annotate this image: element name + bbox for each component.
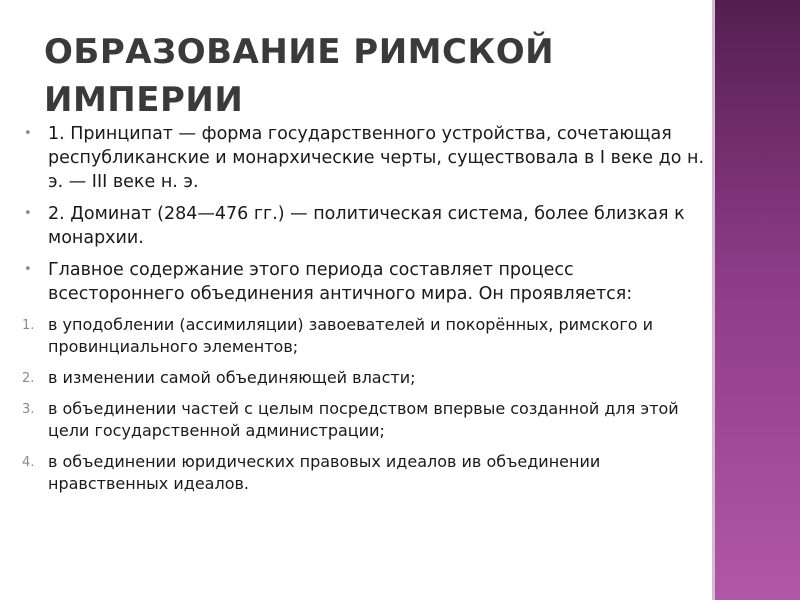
numbered-text: в уподоблении (ассимиляции) завоевателей и покорённых, римского и провинциального элементов; [48,315,654,356]
bullet-item [22,122,714,194]
slide-title: ОБРАЗОВАНИЕ РИМСКОЙ ИМПЕРИИ [44,32,555,120]
bullet-text: 2. Доминат (284—476 гг.) — политическая система, более близкая к монархии. [48,204,685,248]
slide-content [22,122,714,504]
numbered-marker: 2. [22,371,35,386]
side-panel-edge [712,0,715,600]
numbered-marker: 1. [22,318,35,333]
numbered-item [22,451,714,495]
bullet-marker: • [24,262,32,277]
numbered-item [22,314,714,358]
numbered-text: в изменении самой объединяющей власти; [48,368,416,387]
decorative-side-panel [712,0,800,600]
numbered-item [22,398,714,442]
numbered-list [22,314,714,495]
numbered-item [22,367,714,389]
bullet-text: 1. Принципат — форма государственного устройства, сочетающая республиканские и монархические черты, существовала в I веке до н. э. — III веке н. э. [48,124,705,192]
bullet-item [22,202,714,250]
bullet-text: Главное содержание этого периода составляет процесс всестороннего объединения античного мира. Он проявляется: [48,260,633,304]
bullet-list [22,122,714,306]
bullet-item [22,258,714,306]
numbered-marker: 3. [22,402,35,417]
numbered-text: в объединении частей с целым посредством впервые созданной для этой цели государственной администрации; [48,399,679,440]
numbered-marker: 4. [22,455,35,470]
bullet-marker: • [24,206,32,221]
numbered-text: в объединении юридических правовых идеалов ив объединении нравственных идеалов. [48,452,601,493]
bullet-marker: • [24,126,32,141]
